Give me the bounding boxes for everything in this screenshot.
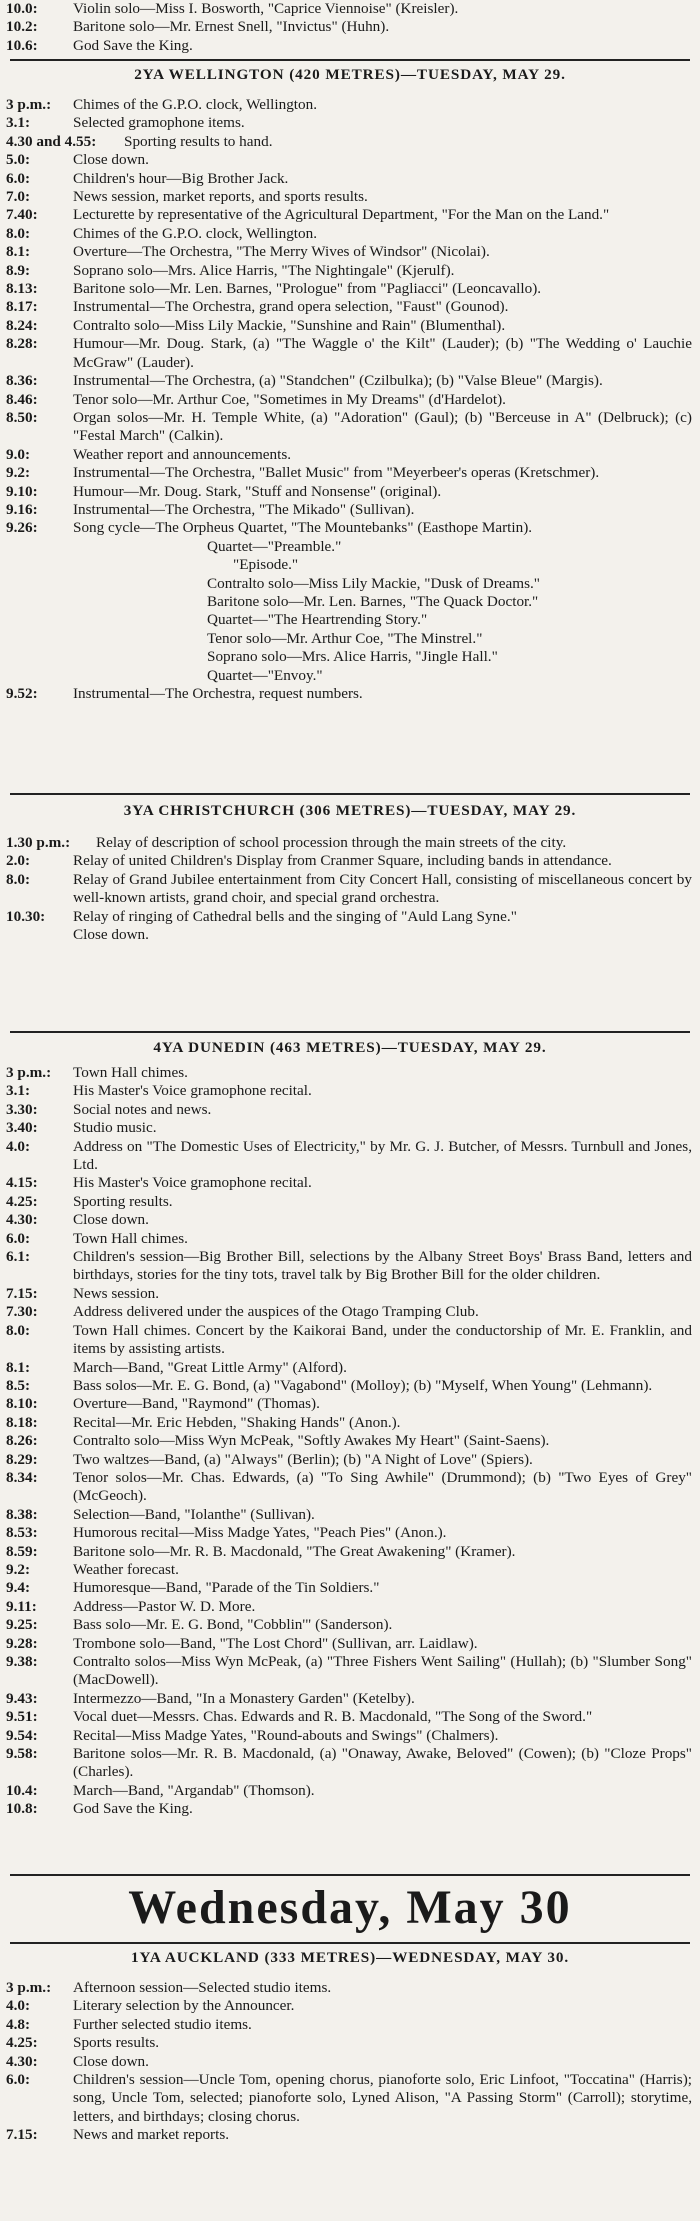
entry-time: 3.30: xyxy=(6,1100,38,1118)
entry-text: Humour—Mr. Doug. Stark, "Stuff and Nonsense" (original). xyxy=(73,482,442,500)
entry-text: Relay of ringing of Cathedral bells and the singing of "Auld Lang Syne." xyxy=(73,907,517,925)
program-entry xyxy=(6,1377,692,1395)
program-entry xyxy=(6,1432,692,1450)
entry-time: 4.30 and 4.55: xyxy=(6,132,97,150)
entry-time: 4.0: xyxy=(6,1137,31,1155)
entry-text: Soprano solo—Mrs. Alice Harris, "The Nightingale" (Kjerulf). xyxy=(73,261,455,279)
entry-time: 10.30: xyxy=(6,907,46,925)
entry-text: Selected gramophone items. xyxy=(73,114,245,132)
program-entry xyxy=(6,335,692,372)
entry-text: Violin solo—Miss I. Bosworth, "Caprice Viennoise" (Kreisler). xyxy=(73,0,459,17)
wellington-entries xyxy=(0,96,700,703)
entry-time: 9.38: xyxy=(6,1653,38,1670)
entry-text: Contralto solos—Miss Wyn McPeak, (a) "Three Fishers Went Sailing" (Hullah); (b) "Slumber Song" (MacDowell). xyxy=(73,1653,692,1689)
entry-text: Weather forecast. xyxy=(73,1560,179,1578)
entry-time: 8.53: xyxy=(6,1524,38,1542)
entry-time: 8.0: xyxy=(6,1321,31,1339)
program-entry xyxy=(6,1782,692,1800)
program-entry xyxy=(6,852,692,870)
entry-text: Lecturette by representative of the Agricultural Department, "For the Man on the Land." xyxy=(73,206,610,224)
entry-text: Instrumental—The Orchestra, "The Mikado" (Sullivan). xyxy=(73,500,415,518)
entry-text: Tenor solo—Mr. Arthur Coe, "Sometimes in My Dreams" (d'Hardelot). xyxy=(73,390,506,408)
entry-time: 8.0: xyxy=(6,224,31,242)
program-entry xyxy=(6,1119,692,1137)
entry-text: Song cycle—The Orpheus Quartet, "The Mountebanks" (Easthope Martin). xyxy=(73,519,533,537)
entry-text: Relay of description of school procession through the main streets of the city. xyxy=(96,834,567,851)
day-title: Wednesday, May 30 xyxy=(128,1881,572,1934)
entry-time: 4.25: xyxy=(6,2034,38,2052)
program-entry xyxy=(6,446,692,464)
entry-text: News session, market reports, and sports results. xyxy=(73,188,368,206)
program-entry xyxy=(6,1193,692,1211)
program-entry xyxy=(6,2016,692,2034)
entry-time: 8.1: xyxy=(6,1358,31,1376)
section-heading-wellington: 2YA WELLINGTON (420 METRES)—TUESDAY, MAY 29. xyxy=(134,66,566,83)
entry-text: Baritone solo—Mr. R. B. Macdonald, "The Great Awakening" (Kramer). xyxy=(73,1542,516,1560)
program-entry xyxy=(6,1800,692,1818)
entry-text: Town Hall chimes. xyxy=(73,1064,188,1081)
program-entry xyxy=(6,2053,692,2071)
program-entry xyxy=(6,1708,692,1726)
program-entry xyxy=(6,262,692,280)
program-entry xyxy=(6,188,692,206)
entry-time: 8.9: xyxy=(6,261,31,279)
program-entry xyxy=(6,1506,692,1524)
entry-time: 4.8: xyxy=(6,2015,31,2033)
entry-text: Instrumental—The Orchestra, grand opera selection, "Faust" (Gounod). xyxy=(73,298,509,316)
entry-time: 1.30 p.m.: xyxy=(6,834,71,851)
program-entry xyxy=(6,1997,692,2015)
song-cycle-item: Soprano solo—Mrs. Alice Harris, "Jingle Hall." xyxy=(207,648,498,666)
program-entry xyxy=(6,1579,692,1597)
entry-text: Bass solo—Mr. E. G. Bond, "Cobblin'" (Sanderson). xyxy=(73,1616,393,1634)
entry-text: Children's hour—Big Brother Jack. xyxy=(73,169,289,187)
program-entry xyxy=(6,1082,692,1100)
song-cycle-item: Tenor solo—Mr. Arthur Coe, "The Minstrel." xyxy=(207,629,483,647)
entry-text: Chimes of the G.P.O. clock, Wellington. xyxy=(73,96,318,113)
entry-text: Address on "The Domestic Uses of Electricity," by Mr. G. J. Butcher, of Messrs. Turnbull and Jones, Ltd. xyxy=(73,1137,692,1174)
program-entry xyxy=(6,206,692,224)
song-cycle-item: Quartet—"Envoy." xyxy=(207,666,323,684)
entry-time: 7.40: xyxy=(6,206,38,224)
program-entry xyxy=(6,317,692,335)
entry-text: News and market reports. xyxy=(73,2126,230,2144)
entry-time: 9.52: xyxy=(6,685,38,702)
entry-time: 9.51: xyxy=(6,1708,38,1726)
program-entry xyxy=(6,2126,692,2144)
entry-time: 9.2: xyxy=(6,464,31,482)
program-entry xyxy=(6,1745,692,1782)
entry-text: Address delivered under the auspices of the Otago Tramping Club. xyxy=(73,1303,479,1321)
entry-text: Relay of united Children's Display from Cranmer Square, including bands in attendance. xyxy=(73,852,612,870)
program-entry xyxy=(6,1979,692,1997)
entry-text: Humorous recital—Miss Madge Yates, "Peach Pies" (Anon.). xyxy=(73,1524,447,1542)
entry-time: 6.0: xyxy=(6,169,31,187)
program-entry xyxy=(6,519,692,537)
entry-text: Sporting results. xyxy=(73,1192,173,1210)
entry-text: God Save the King. xyxy=(73,1800,193,1818)
entry-time: 9.26: xyxy=(6,519,38,537)
section-divider xyxy=(10,1942,690,1944)
entry-time: 5.0: xyxy=(6,151,31,169)
entry-time: 3.1: xyxy=(6,114,31,132)
program-entry xyxy=(6,1064,692,1082)
program-entry xyxy=(6,372,692,390)
song-cycle-item: "Episode." xyxy=(233,556,299,574)
entry-time: 9.2: xyxy=(6,1560,31,1578)
entry-time: 7.0: xyxy=(6,188,31,206)
program-entry xyxy=(6,298,692,316)
section-divider xyxy=(10,1031,690,1033)
entry-text: Town Hall chimes. xyxy=(73,1229,188,1247)
song-cycle-item: Contralto solo—Miss Lily Mackie, "Dusk of Dreams." xyxy=(207,574,540,592)
entry-text: Overture—The Orchestra, "The Merry Wives of Windsor" (Nicolai). xyxy=(73,243,490,261)
program-entry xyxy=(6,1359,692,1377)
entry-text: Trombone solo—Band, "The Lost Chord" (Sullivan, arr. Laidlaw). xyxy=(73,1634,478,1652)
entry-time: 4.25: xyxy=(6,1192,38,1210)
entry-time: 6.0: xyxy=(6,2071,31,2089)
entry-time: 7.15: xyxy=(6,1284,38,1302)
entry-time: 4.30: xyxy=(6,2052,38,2070)
program-entry xyxy=(6,280,692,298)
entry-time: 8.38: xyxy=(6,1505,38,1523)
entry-text: Children's session—Big Brother Bill, selections by the Albany Street Boys' Brass Band, letters and birthdays, stories for the tiny tots, travel talk by Big Brother Bill for the older children. xyxy=(73,1248,692,1284)
program-entry xyxy=(6,464,692,482)
program-entry xyxy=(6,1101,692,1119)
section-heading-auckland: 1YA AUCKLAND (333 METRES)—WEDNESDAY, MAY 30. xyxy=(130,1949,570,1966)
program-entry xyxy=(6,1543,692,1561)
entry-text: March—Band, "Argandab" (Thomson). xyxy=(73,1781,315,1799)
entry-text: Address—Pastor W. D. More. xyxy=(73,1597,256,1615)
entry-time: 4.30: xyxy=(6,1211,38,1229)
entry-text: Social notes and news. xyxy=(73,1100,212,1118)
entry-text: Humour—Mr. Doug. Stark, (a) "The Waggle o' the Kilt" (Lauder); (b) "The Wedding o' Lauchie McGraw" (Lauder). xyxy=(73,335,692,371)
entry-time: 10.2: xyxy=(6,18,38,36)
entry-text: Bass solos—Mr. E. G. Bond, (a) "Vagabond" (Molloy); (b) "Myself, When Young" (Lehmann). xyxy=(73,1376,653,1394)
entry-text: Weather report and announcements. xyxy=(73,445,292,463)
entry-text: Afternoon session—Selected studio items. xyxy=(73,1979,332,1996)
entry-time: 8.5: xyxy=(6,1376,31,1394)
program-entry xyxy=(6,243,692,261)
entry-time: 9.58: xyxy=(6,1745,38,1763)
entry-time: 3.40: xyxy=(6,1119,38,1137)
program-entry xyxy=(6,1395,692,1413)
song-cycle-item: Quartet—"Preamble." xyxy=(207,537,342,555)
entry-time: 8.59: xyxy=(6,1542,38,1560)
program-entry xyxy=(6,1303,692,1321)
entry-time: 8.36: xyxy=(6,372,38,390)
entry-text: News session. xyxy=(73,1284,160,1302)
program-entry xyxy=(6,1653,692,1690)
entry-text: Sports results. xyxy=(73,2034,160,2052)
top-entries xyxy=(0,0,700,55)
close-down-note: Close down. xyxy=(73,926,149,944)
program-entry xyxy=(6,1174,692,1192)
entry-time: 9.4: xyxy=(6,1579,31,1597)
entry-time: 8.17: xyxy=(6,298,38,316)
entry-text: Contralto solo—Miss Wyn McPeak, "Softly Awakes My Heart" (Saint-Saens). xyxy=(73,1432,550,1450)
program-entry xyxy=(6,1451,692,1469)
program-entry xyxy=(6,1598,692,1616)
entry-text: Town Hall chimes. Concert by the Kaikorai Band, under the conductorship of Mr. E. Franklin, and items by assisting artists. xyxy=(73,1321,692,1358)
entry-time: 9.25: xyxy=(6,1616,38,1634)
program-entry xyxy=(6,37,692,55)
program-entry xyxy=(6,18,692,36)
program-entry xyxy=(6,501,692,519)
entry-text: Humoresque—Band, "Parade of the Tin Soldiers." xyxy=(73,1579,380,1597)
entry-text: Recital—Miss Madge Yates, "Round-abouts and Swings" (Chalmers). xyxy=(73,1726,499,1744)
entry-text: His Master's Voice gramophone recital. xyxy=(73,1174,312,1192)
entry-time: 9.10: xyxy=(6,482,38,500)
entry-time: 9.11: xyxy=(6,1597,37,1615)
auckland-entries xyxy=(0,1979,700,2145)
entry-text: Tenor solos—Mr. Chas. Edwards, (a) "To Sing Awhile" (Drummond); (b) "Two Eyes of Grey" (McGeoch). xyxy=(73,1468,692,1505)
program-entry xyxy=(6,1635,692,1653)
program-entry xyxy=(6,1322,692,1359)
dunedin-entries xyxy=(0,1064,700,1819)
section-divider xyxy=(10,793,690,795)
entry-time: 9.54: xyxy=(6,1726,38,1744)
entry-time: 10.6: xyxy=(6,36,38,54)
program-entry xyxy=(6,96,692,114)
program-entry xyxy=(6,2034,692,2052)
entry-time: 10.4: xyxy=(6,1781,38,1799)
entry-time: 10.0: xyxy=(6,0,38,17)
entry-time: 8.0: xyxy=(6,870,31,888)
program-entry xyxy=(6,1414,692,1432)
entry-time: 8.46: xyxy=(6,390,38,408)
program-entry xyxy=(6,151,692,169)
entry-text: Vocal duet—Messrs. Chas. Edwards and R. B. Macdonald, "The Song of the Sword." xyxy=(73,1708,593,1726)
entry-time: 7.15: xyxy=(6,2126,38,2144)
entry-text: Organ solos—Mr. H. Temple White, (a) "Adoration" (Gaul); (b) "Berceuse in A" (Delbruck); (c) "Festal March" (Calkin). xyxy=(73,408,692,445)
entry-time: 2.0: xyxy=(6,852,31,870)
program-entry xyxy=(6,225,692,243)
program-entry xyxy=(6,834,692,852)
entry-text: Instrumental—The Orchestra, "Ballet Music" from "Meyerbeer's operas (Kretschmer). xyxy=(73,464,600,482)
entry-text: Baritone solo—Mr. Len. Barnes, "Prologue" from "Pagliacci" (Leoncavallo). xyxy=(73,280,542,298)
program-entry xyxy=(6,1690,692,1708)
entry-text: Intermezzo—Band, "In a Monastery Garden" (Ketelby). xyxy=(73,1689,415,1707)
program-entry xyxy=(6,1469,692,1506)
entry-time: 3 p.m.: xyxy=(6,1064,52,1081)
entry-time: 3.1: xyxy=(6,1082,31,1100)
entry-text: Two waltzes—Band, (a) "Always" (Berlin); (b) "A Night of Love" (Spiers). xyxy=(73,1450,533,1468)
section-divider xyxy=(10,59,690,61)
section-heading-dunedin: 4YA DUNEDIN (463 METRES)—TUESDAY, MAY 29. xyxy=(153,1039,547,1056)
program-entry xyxy=(6,1230,692,1248)
entry-text: Sporting results to hand. xyxy=(124,132,273,150)
entry-text: Chimes of the G.P.O. clock, Wellington. xyxy=(73,224,318,242)
entry-time: 7.30: xyxy=(6,1303,38,1321)
entry-time: 6.0: xyxy=(6,1229,31,1247)
section-heading-christchurch: 3YA CHRISTCHURCH (306 METRES)—TUESDAY, MAY 29. xyxy=(123,802,577,819)
entry-time: 8.24: xyxy=(6,316,38,334)
entry-time: 8.10: xyxy=(6,1395,38,1413)
entry-text: Overture—Band, "Raymond" (Thomas). xyxy=(73,1395,320,1413)
program-entry xyxy=(6,2071,692,2126)
entry-time: 8.28: xyxy=(6,335,38,353)
entry-time: 3 p.m.: xyxy=(6,96,52,113)
entry-text: Close down. xyxy=(73,2052,149,2070)
program-entry xyxy=(6,685,692,703)
entry-time: 8.50: xyxy=(6,408,38,426)
entry-time: 9.28: xyxy=(6,1634,38,1652)
entry-text: Baritone solo—Mr. Ernest Snell, "Invictus" (Huhn). xyxy=(73,18,390,36)
program-entry xyxy=(6,871,692,908)
program-entry xyxy=(6,1727,692,1745)
program-entry xyxy=(6,1248,692,1285)
entry-time: 8.29: xyxy=(6,1450,38,1468)
entry-time: 9.16: xyxy=(6,500,38,518)
program-entry xyxy=(6,1561,692,1579)
entry-text: God Save the King. xyxy=(73,36,193,54)
program-entry xyxy=(6,114,692,132)
entry-time: 8.18: xyxy=(6,1413,38,1431)
entry-time: 10.8: xyxy=(6,1800,38,1818)
song-cycle-item: Quartet—"The Heartrending Story." xyxy=(207,611,428,629)
entry-text: Recital—Mr. Eric Hebden, "Shaking Hands" (Anon.). xyxy=(73,1413,401,1431)
entry-time: 4.0: xyxy=(6,1997,31,2015)
entry-text: Children's session—Uncle Tom, opening chorus, pianoforte solo, Eric Linfoot, "Toccatina" (Harris); song, Uncle Tom, selected; pianoforte solo, Lyned Alison, "A Passing Storm" (Carroll); storytime, letters, and birthdays; closing chorus. xyxy=(73,2071,692,2125)
program-entry xyxy=(6,908,692,926)
entry-text: Instrumental—The Orchestra, request numbers. xyxy=(73,685,363,702)
entry-text: Literary selection by the Announcer. xyxy=(73,1997,295,2015)
entry-text: Further selected studio items. xyxy=(73,2015,252,2033)
program-entry xyxy=(6,170,692,188)
entry-text: Studio music. xyxy=(73,1119,157,1137)
entry-time: 8.34: xyxy=(6,1468,38,1486)
entry-time: 4.15: xyxy=(6,1174,38,1192)
entry-text: Close down. xyxy=(73,151,149,169)
program-entry xyxy=(6,1211,692,1229)
program-entry xyxy=(6,0,692,18)
entry-text: Baritone solos—Mr. R. B. Macdonald, (a) "Onaway, Awake, Beloved" (Cowen); (b) "Cloze Props" (Charles). xyxy=(73,1745,692,1781)
entry-text: Close down. xyxy=(73,1211,149,1229)
entry-time: 8.26: xyxy=(6,1432,38,1450)
entry-text: Instrumental—The Orchestra, (a) "Standchen" (Czilbulka); (b) "Valse Bleue" (Margis). xyxy=(73,372,603,390)
program-entry xyxy=(6,133,692,151)
entry-text: Contralto solo—Miss Lily Mackie, "Sunshine and Rain" (Blumenthal). xyxy=(73,316,506,334)
entry-time: 6.1: xyxy=(6,1248,31,1266)
song-cycle-item: Baritone solo—Mr. Len. Barnes, "The Quack Doctor." xyxy=(207,592,539,610)
entry-time: 8.13: xyxy=(6,280,38,298)
program-entry xyxy=(6,1616,692,1634)
entry-time: 3 p.m.: xyxy=(6,1979,52,1996)
program-entry xyxy=(6,1285,692,1303)
program-entry xyxy=(6,409,692,446)
section-divider xyxy=(10,1874,690,1876)
entry-text: His Master's Voice gramophone recital. xyxy=(73,1082,312,1100)
entry-time: 9.43: xyxy=(6,1689,38,1707)
christchurch-entries xyxy=(0,834,700,944)
program-entry xyxy=(6,391,692,409)
entry-time: 9.0: xyxy=(6,445,31,463)
entry-text: Relay of Grand Jubilee entertainment from City Concert Hall, consisting of miscellaneous concert by well-known artists, grand choir, and special grand orchestra. xyxy=(73,870,692,907)
program-entry xyxy=(6,1138,692,1175)
entry-time: 8.1: xyxy=(6,243,31,261)
entry-text: Selection—Band, "Iolanthe" (Sullivan). xyxy=(73,1505,315,1523)
program-entry xyxy=(6,483,692,501)
entry-text: March—Band, "Great Little Army" (Alford). xyxy=(73,1358,347,1376)
program-entry xyxy=(6,1524,692,1542)
